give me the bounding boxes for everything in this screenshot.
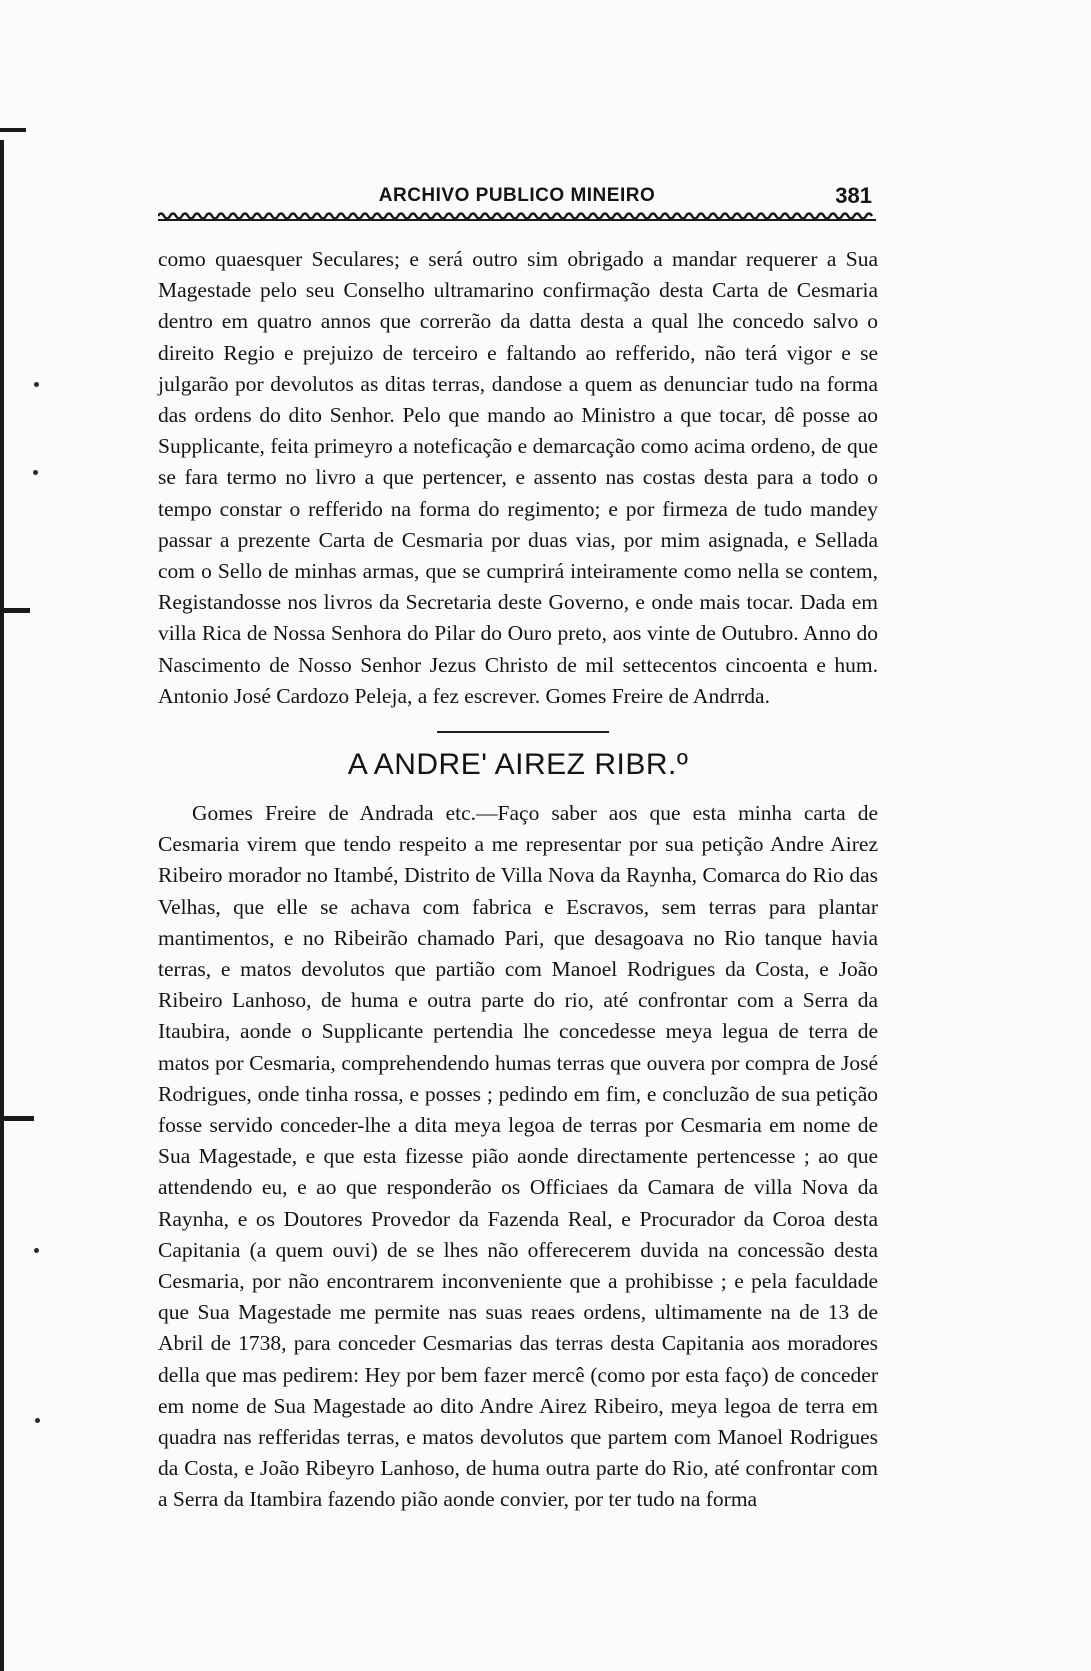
page-header (158, 183, 876, 227)
running-title: ARCHIVO PUBLICO MINEIRO (378, 185, 656, 206)
body-paragraph: como quaesquer Seculares; e será outro sim obrigado a mandar requerer a Sua Magestade pelo seu Conselho ultramarino confirmação desta Carta de Cesmaria dentro em quatro annos que correrão da datta desta a qual lhe concedo salvo o direito Regio e prejuizo de terceiro e faltando ao refferido, não terá vigor e se julgarão por devolutos as ditas terras, dandose a quem as denunciar tudo na forma das ordens do dito Senhor. Pelo que mando ao Ministro a que tocar, dê posse ao Supplicante, feita primeyro a noteficação e demarcação como acima ordeno, de que se fara termo no livro a que pertencer, e assento nas costas desta para a todo o tempo constar o refferido na forma do regimento; e por firmeza de tudo mandey passar a prezente Carta de Cesmaria por duas vias, por mim asignada, e Sellada com o Sello de minhas armas, que se cumprirá inteiramente como nella se contem, Registandosse nos livros da Secretaria deste Governo, e onde mais tocar. Dada em villa Rica de Nossa Senhora do Pilar do Ouro preto, aos vinte de Outubro. Anno do Nascimento de Nosso Senhor Jezus Christo de mil settecentos cincoenta e hum. Antonio José Cardozo Peleja, a fez escrever. Gomes Freire de Andrrda. (158, 247, 878, 708)
header-rule (158, 209, 876, 223)
edge-mark (0, 128, 26, 132)
paragraph-continuation (158, 244, 878, 712)
section-heading: A ANDRE' AIREZ RIBR.º (347, 748, 689, 781)
ink-speck (34, 382, 39, 387)
edge-mark (0, 608, 30, 613)
binding-edge (0, 140, 4, 1671)
ink-speck (35, 1418, 40, 1423)
ink-speck (34, 1248, 39, 1253)
ink-speck (33, 470, 38, 475)
edge-mark (0, 1116, 34, 1121)
body-paragraph: Gomes Freire de Andrada etc.—Faço saber aos que esta minha carta de Cesmaria virem que tendo respeito a me representar por sua petição Andre Airez Ribeiro morador no Itambé, Distrito de Villa Nova da Raynha, Comarca do Rio das Velhas, que elle se achava com fabrica e Escravos, sem terras para plantar mantimentos, e no Ribeirão chamado Pari, que desagoava no Rio tanque havia terras, e matos devolutos que partião com Manoel Rodrigues da Costa, e João Ribeiro Lanhoso, de huma e outra parte do rio, até confrontar com a Serra da Itaubira, aonde o Supplicante pertendia lhe concedesse meya legua de terra de matos por Cesmaria, comprehendendo humas terras que ouvera por compra de José Rodrigues, onde tinha rossa, e posses ; pedindo em fim, e concluzão de sua petição fosse servido conceder-lhe a dita meya legoa de terras por Cesmaria em nome de Sua Magestade, e que esta fizesse pião aonde directamente pertencesse ; ao que attendendo eu, e ao que responderão os Officiaes da Camara de villa Nova da Raynha, e os Doutores Provedor da Fazenda Real, e Procurador da Coroa desta Capitania (a quem ouvi) de se lhes não offerecerem duvida na concessão desta Cesmaria, por não encontrarem inconveniente que a prohibisse ; e pela faculdade que Sua Magestade me permite nas suas reaes ordens, ultimamente na de 13 de Abril de 1738, para conceder Cesmarias das terras desta Capitania aos moradores della que mas pedirem: Hey por bem fazer mercê (como por esta faço) de conceder em nome de Sua Magestade ao dito Andre Airez Ribeiro, meya legoa de terra em quadra nas refferidas terras, e matos devolutos que partem com Manoel Rodrigues da Costa, e João Ribeyro Lanhoso, de huma outra parte do Rio, até confrontar com a Serra da Itambira fazendo pião aonde convier, por ter tudo na forma (158, 801, 878, 1512)
section-separator (437, 731, 609, 733)
section-body (158, 798, 878, 1516)
page-number: 381 (835, 183, 872, 208)
